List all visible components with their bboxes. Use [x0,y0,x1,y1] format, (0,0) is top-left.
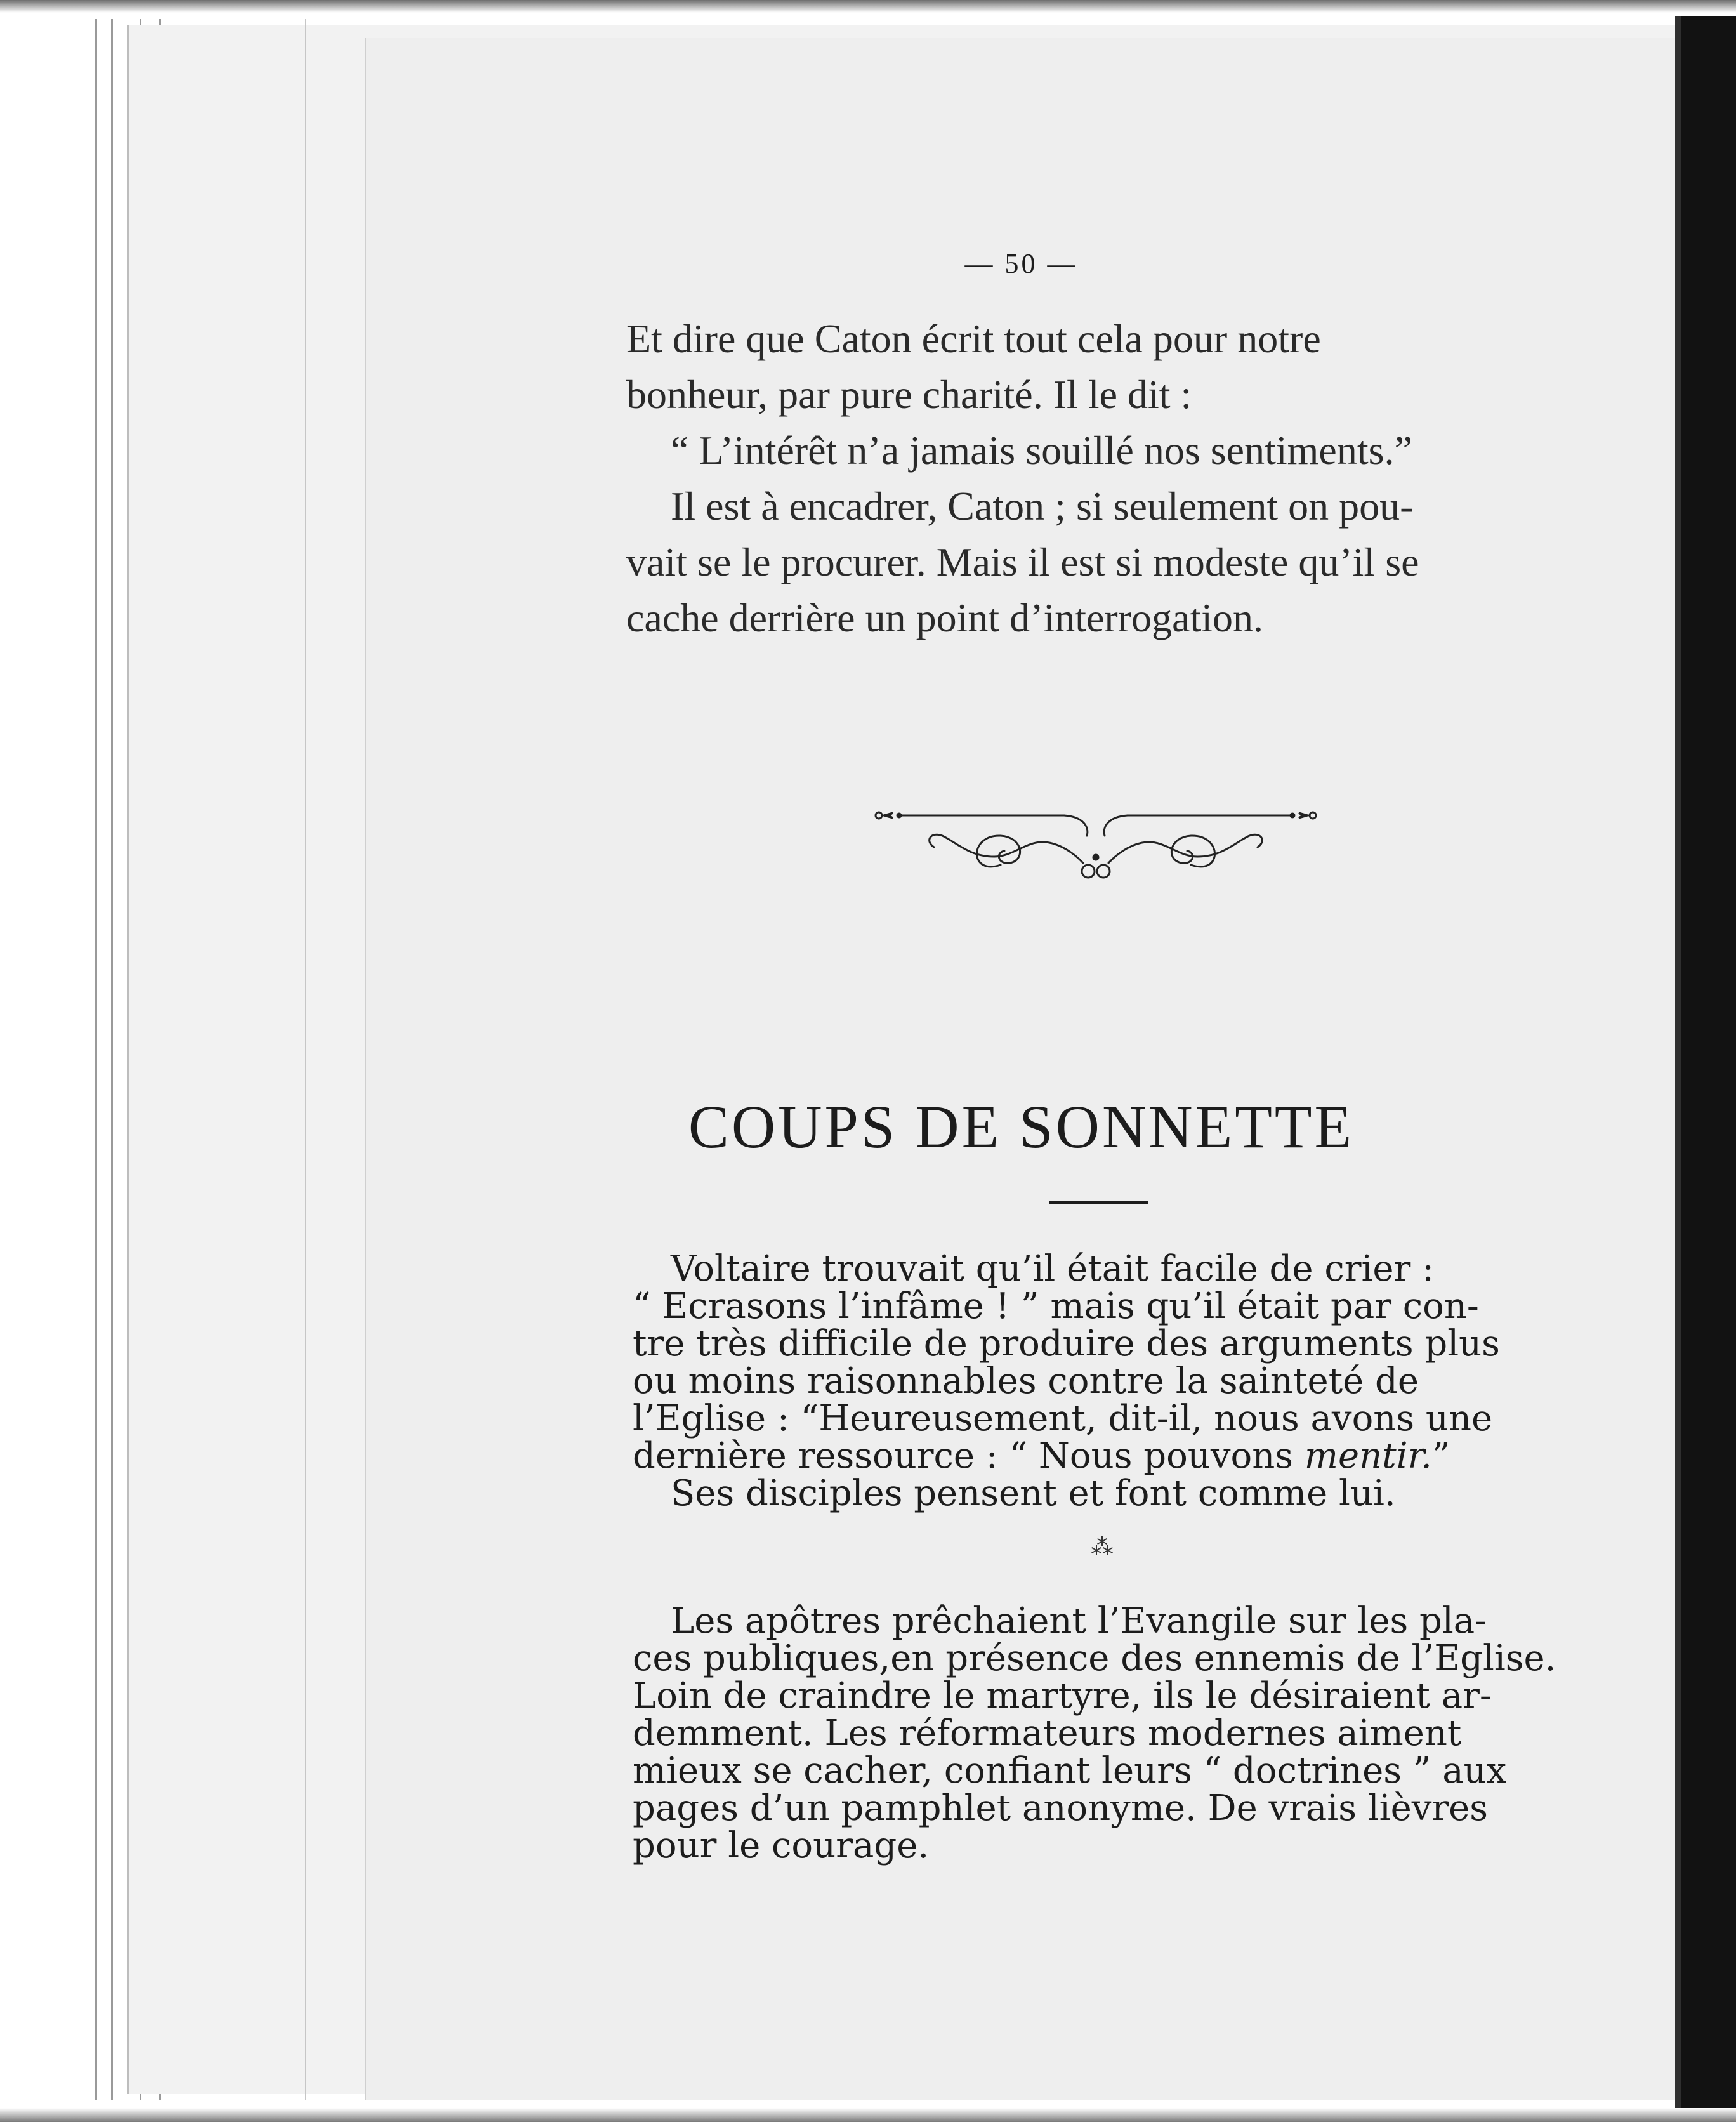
italic-word: mentir. [1304,1435,1432,1477]
text-line: “ L’intérêt n’a jamais souillé nos sentiments.” [671,428,1412,473]
text-line: Loin de craindre le martyre, ils le désiraient ar- [633,1675,1492,1717]
text-line: vait se le procurer. Mais il est si modeste qu’il se [626,539,1419,584]
page-number: — 50 — [964,248,1078,279]
paragraph-apotres [633,1600,1556,1866]
page-stack-edge [111,19,113,2100]
page-stack-edge [95,19,97,2100]
intro-paragraph [626,311,1419,646]
book-page [365,38,1676,2100]
text-line: Voltaire trouvait qu’il était facile de crier : [671,1248,1434,1289]
text-line: demment. Les réformateurs modernes aiment [633,1713,1462,1754]
scan-top-edge [0,0,1736,13]
text-line [633,1435,1450,1477]
scan-bottom-edge [0,2108,1736,2122]
section-title: COUPS DE SONNETTE [688,1093,1355,1161]
text-line: pour le courage. [633,1825,930,1866]
text-line: Il est à encadrer, Caton ; si seulement on pou- [671,484,1414,529]
text-line: “ Ecrasons l’infâme ! ” mais qu’il était par con- [633,1286,1479,1327]
text-line: ces publiques,en présence des ennemis de l’Eglise. [633,1638,1556,1679]
text-line: pages d’un pamphlet anonyme. De vrais lièvres [633,1788,1488,1829]
text-line: ou moins raisonnables contre la sainteté de [633,1361,1419,1402]
text-line: cache derrière un point d’interrogation. [626,595,1263,640]
paragraph-voltaire [633,1248,1500,1514]
text-line: Et dire que Caton écrit tout cela pour notre [626,316,1321,361]
text-segment: dernière ressource : “ Nous pouvons [633,1435,1305,1477]
page-stack-edge [305,19,306,2100]
text-line: Ses disciples pensent et font comme lui. [671,1473,1396,1514]
ornament-divider [874,796,1318,888]
text-line: mieux se cacher, confiant leurs “ doctrines ” aux [633,1750,1507,1791]
title-rule [1049,1201,1148,1204]
asterism-separator: ⁂ [1091,1534,1114,1560]
text-line: tre très difficile de produire des arguments plus [633,1323,1500,1364]
text-line: bonheur, par pure charité. Il le dit : [626,372,1192,417]
scan-dark-edge [1675,16,1736,2110]
text-segment: ” [1431,1435,1450,1477]
text-line: Les apôtres prêchaient l’Evangile sur les pla- [671,1600,1487,1642]
text-line: l’Eglise : “Heureusement, dit-il, nous avons une [633,1398,1493,1439]
